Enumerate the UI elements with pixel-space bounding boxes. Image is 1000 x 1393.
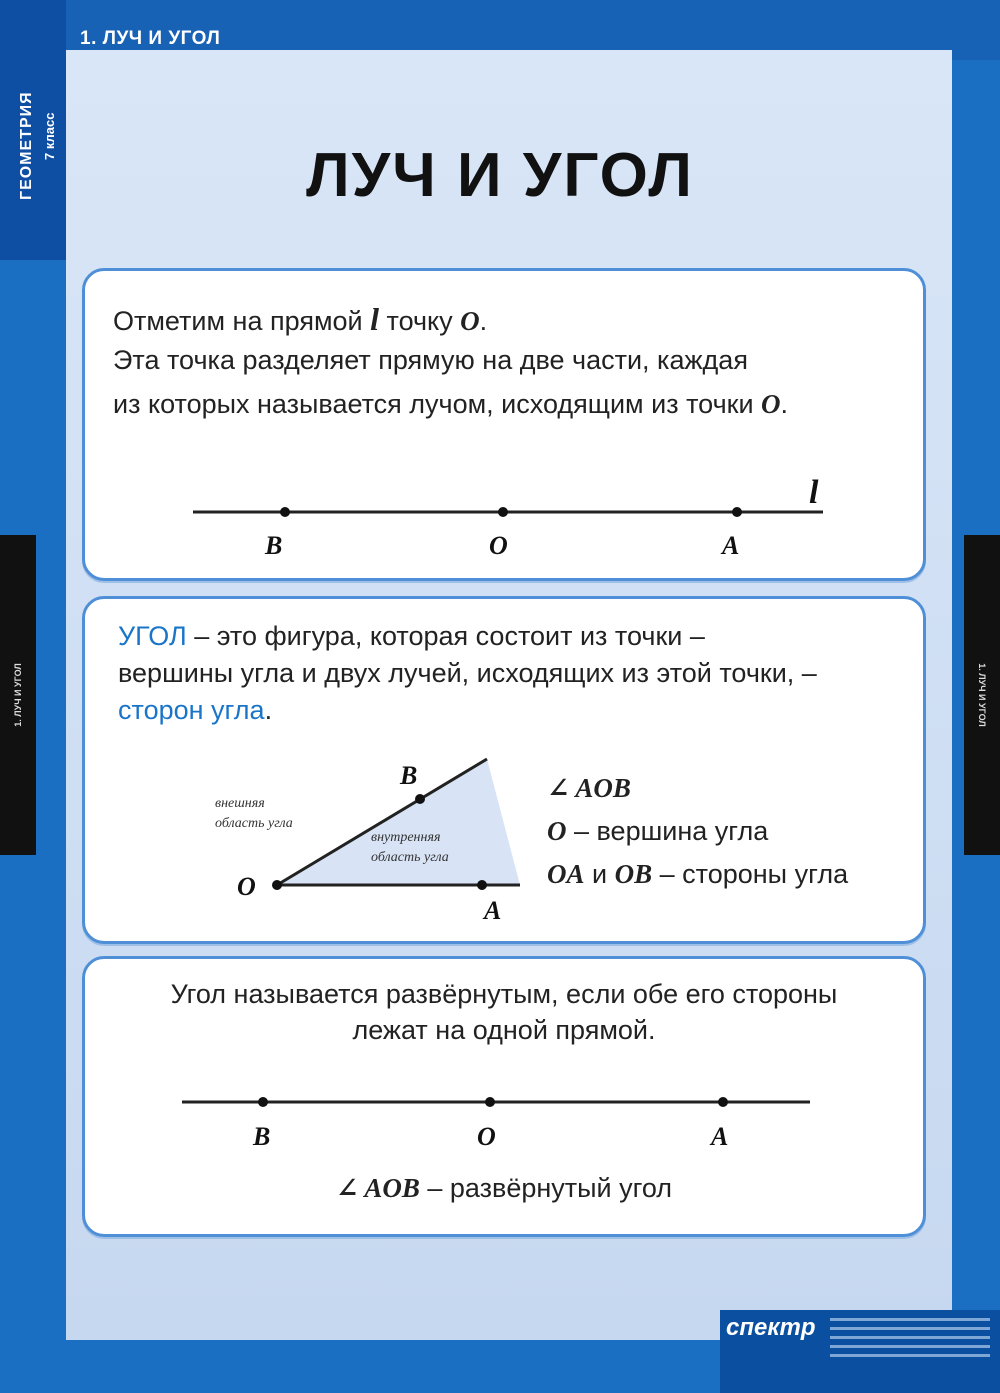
breadcrumb: 1. ЛУЧ И УГОЛ — [80, 28, 221, 49]
point-o — [485, 1097, 495, 1107]
label-b: B — [265, 531, 283, 560]
term-sides: сторон угла — [118, 695, 265, 725]
ray-text-line-1: Отметим на прямой l точку O. — [113, 301, 488, 337]
label-a: A — [484, 896, 502, 925]
line-label-l: l — [809, 474, 819, 511]
point-a — [718, 1097, 728, 1107]
point-o — [498, 507, 508, 517]
point-a — [477, 880, 487, 890]
point-b — [280, 507, 290, 517]
notation-angle: ∠ AOB — [547, 773, 631, 803]
publisher-logo — [720, 1310, 1000, 1393]
label-b: B — [400, 761, 418, 790]
side-tab-right-label: 1. ЛУЧ И УГОЛ — [977, 663, 987, 727]
straight-angle-diagram — [85, 959, 923, 1159]
ray-text-line-2: Эта точка разделяет прямую на две части, каждая — [113, 345, 748, 375]
inner-region-label-1: внутренняя — [371, 830, 441, 845]
straight-angle-text-1: Угол называется развёрнутым, если обе его стороны — [170, 979, 838, 1009]
page-title: ЛУЧ И УГОЛ — [306, 141, 694, 210]
label-o: O — [237, 872, 256, 901]
side-tab-left — [0, 535, 36, 855]
angle-def-line-1: УГОЛ – это фигура, которая состоит из точки – — [118, 621, 705, 651]
label-o: O — [477, 1122, 496, 1151]
angle-def-line-2: вершины угла и двух лучей, исходящих из этой точки, – — [118, 658, 817, 688]
angle-def-line-3: сторон угла. — [118, 695, 273, 725]
inner-region — [277, 759, 520, 885]
label-o: O — [489, 531, 508, 560]
point-a — [732, 507, 742, 517]
point-b — [258, 1097, 268, 1107]
subject-tab — [0, 0, 66, 260]
term-angle: УГОЛ — [118, 621, 187, 651]
vertex-o — [272, 880, 282, 890]
outer-region-label-2: область угла — [215, 816, 293, 831]
side-tab-left-label: 1. ЛУЧ И УГОЛ — [13, 663, 23, 727]
straight-angle-card — [82, 956, 926, 1237]
label-a: A — [722, 531, 740, 560]
straight-angle-caption: ∠ AOB – развёрнутый угол — [335, 1173, 673, 1203]
ray-card — [82, 268, 926, 581]
straight-angle-text-2: лежат на одной прямой. — [352, 1015, 656, 1045]
notation-vertex: O – вершина угла — [547, 816, 769, 846]
brand-name: спектр — [726, 1314, 816, 1341]
point-b — [415, 794, 425, 804]
label-b: B — [253, 1122, 271, 1151]
side-tab-right — [964, 535, 1000, 855]
subject-label: ГЕОМЕТРИЯ — [18, 91, 35, 200]
angle-card — [82, 596, 926, 944]
ray-diagram — [85, 271, 923, 571]
notation-sides: OA и OB – стороны угла — [547, 859, 849, 889]
ray-text-line-3: из которых называется лучом, исходящим из точки O. — [113, 389, 789, 419]
label-a: A — [711, 1122, 729, 1151]
inner-region-label-2: область угла — [371, 850, 449, 865]
imprint-lines — [830, 1318, 990, 1363]
outer-region-label-1: внешняя — [215, 796, 265, 811]
grade-label: 7 класс — [42, 112, 57, 160]
